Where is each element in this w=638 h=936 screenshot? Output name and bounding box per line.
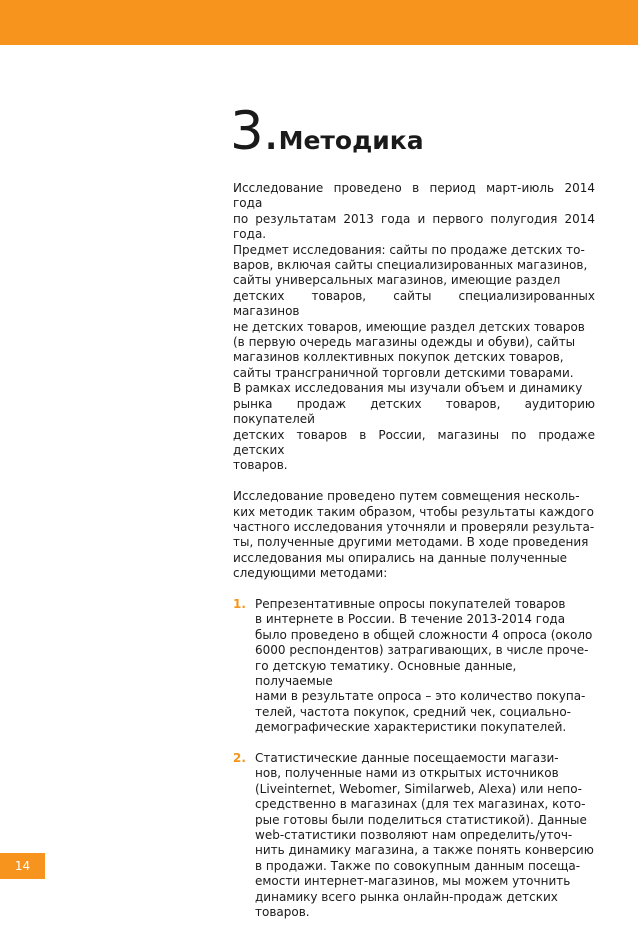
section-title: Методика: [278, 126, 424, 155]
list-marker: 1.: [233, 596, 246, 611]
list-item: [233, 751, 595, 920]
top-accent-bar: [0, 0, 638, 45]
paragraph-intro: Исследование проведено в период март-июль 2014 года по результатам 2013 года и первого полугодия 2014 года. Предмет исследования: сайты по продаже детских то- варов, включая сайты специализированных магазинов, сайты универсальных магазинов, имеющие раздел детских товаров, сайты специализированных магазинов не детских товаров, имеющие раздел детских товаров (в первую очередь магазины одежды и обуви), сайты магазинов коллективных покупок детских товаров, сайты трансграничной торговли детскими товарами. В рамках исследования мы изучали объем и динамику рынка продаж детских товаров, аудиторию покупателей детских товаров в России, магазины по продаже детских товаров.: [233, 181, 595, 473]
section-heading: [230, 102, 424, 171]
body-text: [233, 181, 595, 936]
list-item-text: Статистические данные посещаемости магази- нов, полученные нами из открытых источников (Liveinternet, Webomer, Similarweb, Alexa) или непо- средственно в магазинах (для тех магазинах, кото- рые готовы были поделиться статистикой). Данные web-статистики позволяют нам определить/уточ- нить динамику магазина, а также понять конверсию в продажи. Также по совокупным данным посеща- емости интернет-магазинов, мы можем уточнить динамику всего рынка онлайн-продаж детских товаров.: [255, 750, 594, 920]
list-marker: 2.: [233, 750, 246, 765]
section-number: 3.: [230, 101, 279, 162]
page-number: 14: [0, 853, 45, 879]
paragraph-methods: Исследование проведено путем совмещения несколь- ких методик таким образом, чтобы результаты каждого частного исследования уточняли и проверяли результа- ты, полученные другими методами. В ходе проведения исследования мы опирались на данные полученные следующими методами:: [233, 489, 595, 581]
methods-list: [233, 597, 595, 921]
list-item-text: Репрезентативные опросы покупателей товаров в интернете в России. В течение 2013-2014 года было проведено в общей сложности 4 опроса (около 6000 респондентов) затрагивающих, в числе проче- го детскую тематику. Основные данные, получаемые нами в результате опроса – это количество покупа- телей, частота покупок, средний чек, социально- демографические характеристики покупателей.: [255, 596, 593, 735]
list-item: [233, 597, 595, 736]
